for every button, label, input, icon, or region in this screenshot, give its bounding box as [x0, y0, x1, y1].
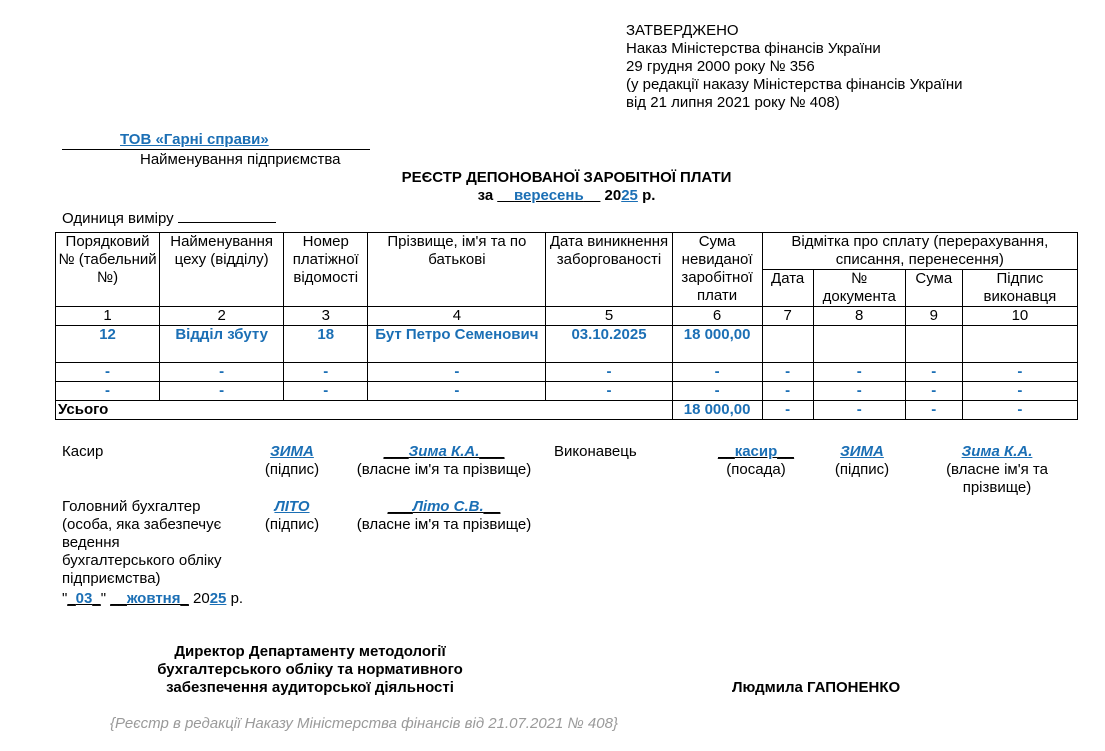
header-serial: Порядковий № (табельний №) — [56, 233, 160, 307]
executor-name-value: Зима К.А. — [961, 443, 1033, 460]
total-label: Усього — [56, 401, 673, 420]
column-number: 7 — [762, 307, 813, 326]
total-unpaid-sum: 18 000,00 — [672, 401, 762, 420]
cell-unpaid-sum: - — [672, 382, 762, 401]
approval-block — [626, 22, 963, 112]
header-debt-date: Дата виникнення заборгованості — [546, 233, 672, 307]
cell-payment-date — [762, 326, 813, 363]
cashier-signature — [252, 443, 332, 461]
chief-signature-value: ЛІТО — [274, 498, 310, 515]
cell-full-name: - — [368, 363, 546, 382]
column-numbers-row — [56, 307, 1078, 326]
executor-position: __касир__ — [718, 443, 794, 460]
column-number: 3 — [284, 307, 368, 326]
table-row — [56, 363, 1078, 382]
cell-payment-sum: - — [905, 382, 962, 401]
header-sum: Сума — [905, 270, 962, 307]
cell-signature: - — [962, 382, 1077, 401]
executor-position-value: касир — [734, 443, 778, 460]
table-row — [56, 382, 1078, 401]
cashier-label: Касир — [62, 443, 104, 460]
cell-serial: - — [56, 363, 160, 382]
period-prefix: за — [477, 187, 494, 204]
signature-date: "_03_" __жовтня_ 2025 р. — [62, 590, 244, 607]
cell-debt-date: 03.10.2025 — [546, 326, 672, 363]
header-date: Дата — [762, 270, 813, 307]
footer-note: {Реєстр в редакції Наказу Міністерства фінансів від 21.07.2021 № 408} — [110, 715, 618, 732]
executor-label: Виконавець — [554, 443, 637, 460]
cell-serial: 12 — [56, 326, 160, 363]
period-month: __вересень__ — [497, 187, 601, 204]
period-year: 2025 — [604, 187, 638, 204]
cell-payroll-number: 18 — [284, 326, 368, 363]
cell-signature: - — [962, 363, 1077, 382]
total-payment-sum: - — [905, 401, 962, 420]
cell-department: - — [160, 363, 284, 382]
signature-date-day: 03 — [75, 590, 93, 607]
period-year-suffix: 25 — [621, 187, 638, 204]
chief-signature — [252, 498, 332, 516]
cashier-sign-caption: (підпис) — [264, 461, 320, 478]
cell-department: Відділ збуту — [160, 326, 284, 363]
cashier-signature-value: ЗИМА — [270, 443, 314, 460]
executor-position-caption: (посада) — [726, 461, 786, 478]
header-payroll-number: Номер платіжної відомості — [284, 233, 368, 307]
cashier-name: ___Зима К.А.___ — [383, 443, 505, 460]
chief-name-caption: (власне ім'я та прізвище) — [356, 516, 532, 533]
cashier-name-value: Зима К.А. — [408, 443, 480, 460]
header-department: Найменування цеху (відділу) — [160, 233, 284, 307]
period-year-unit: р. — [642, 187, 656, 204]
cell-full-name: - — [368, 382, 546, 401]
director-name: Людмила ГАПОНЕНКО — [732, 679, 901, 696]
unit-label: Одиниця виміру — [62, 210, 174, 227]
unit-of-measure — [62, 208, 276, 228]
cell-department: - — [160, 382, 284, 401]
cell-document-number: - — [813, 382, 905, 401]
column-number: 4 — [368, 307, 546, 326]
cell-document-number — [813, 326, 905, 363]
column-number: 8 — [813, 307, 905, 326]
cell-signature — [962, 326, 1077, 363]
approval-line-1: ЗАТВЕРДЖЕНО — [626, 22, 739, 39]
cell-unpaid-sum: 18 000,00 — [672, 326, 762, 363]
executor-signature — [822, 443, 902, 461]
column-number: 10 — [962, 307, 1077, 326]
header-full-name: Прізвище, ім'я та по батькові — [368, 233, 546, 307]
cashier-name-caption: (власне ім'я та прізвище) — [356, 461, 532, 478]
signature-date-year: 25 — [209, 590, 227, 607]
total-signature: - — [962, 401, 1077, 420]
company-name: ТОВ «Гарні справи» — [120, 131, 269, 148]
cell-payment-date: - — [762, 363, 813, 382]
header-document-number: № документа — [813, 270, 905, 307]
chief-accountant-label: Головний бухгалтер (особа, яка забезпечує ведення бухгалтерського обліку підприємства) — [62, 498, 222, 587]
total-payment-date: - — [762, 401, 813, 420]
column-number: 2 — [160, 307, 284, 326]
period-month-value: вересень — [514, 187, 584, 204]
director-title: Директор Департаменту методології бухгалтерського обліку та нормативного забезпечення аудиторської діяльності — [157, 643, 463, 696]
column-number: 9 — [905, 307, 962, 326]
executor-name — [932, 443, 1062, 461]
signature-date-month: жовтня — [126, 590, 181, 607]
table-row — [56, 326, 1078, 363]
cell-serial: - — [56, 382, 160, 401]
column-number: 5 — [546, 307, 672, 326]
total-document-number: - — [813, 401, 905, 420]
chief-sign-caption: (підпис) — [264, 516, 320, 533]
unit-blank — [178, 208, 276, 223]
chief-name-value: Літо С.В. — [412, 498, 484, 515]
executor-name-caption: (власне ім'я та прізвище) — [946, 461, 1048, 496]
cell-full-name: Бут Петро Семенович — [368, 326, 546, 363]
approval-line-5: від 21 липня 2021 року № 408) — [626, 94, 840, 111]
cell-payment-sum: - — [905, 363, 962, 382]
cell-debt-date: - — [546, 363, 672, 382]
document-period — [0, 187, 1105, 205]
cell-unpaid-sum: - — [672, 363, 762, 382]
approval-line-3: 29 грудня 2000 року № 356 — [626, 58, 815, 75]
cell-payment-sum — [905, 326, 962, 363]
approval-line-4: (у редакції наказу Міністерства фінансів України — [626, 76, 963, 93]
approval-line-2: Наказ Міністерства фінансів України — [626, 40, 881, 57]
cell-payroll-number: - — [284, 363, 368, 382]
chief-name: ___Літо С.В.__ — [387, 498, 501, 515]
column-number: 1 — [56, 307, 160, 326]
header-payment-mark: Відмітка про сплату (перерахування, списання, перенесення) — [762, 233, 1077, 270]
total-row — [56, 401, 1078, 420]
document-title: РЕЄСТР ДЕПОНОВАНОЇ ЗАРОБІТНОЇ ПЛАТИ — [401, 169, 732, 186]
executor-signature-value: ЗИМА — [840, 443, 884, 460]
company-caption: Найменування підприємства — [140, 151, 341, 168]
column-number: 6 — [672, 307, 762, 326]
cell-payment-date: - — [762, 382, 813, 401]
executor-sign-caption: (підпис) — [834, 461, 890, 478]
cell-document-number: - — [813, 363, 905, 382]
register-table — [55, 232, 1078, 420]
cell-debt-date: - — [546, 382, 672, 401]
cell-payroll-number: - — [284, 382, 368, 401]
header-signature: Підпис виконавця — [962, 270, 1077, 307]
header-row-1 — [56, 233, 1078, 270]
header-unpaid-sum: Сума невиданої заробітної плати — [672, 233, 762, 307]
